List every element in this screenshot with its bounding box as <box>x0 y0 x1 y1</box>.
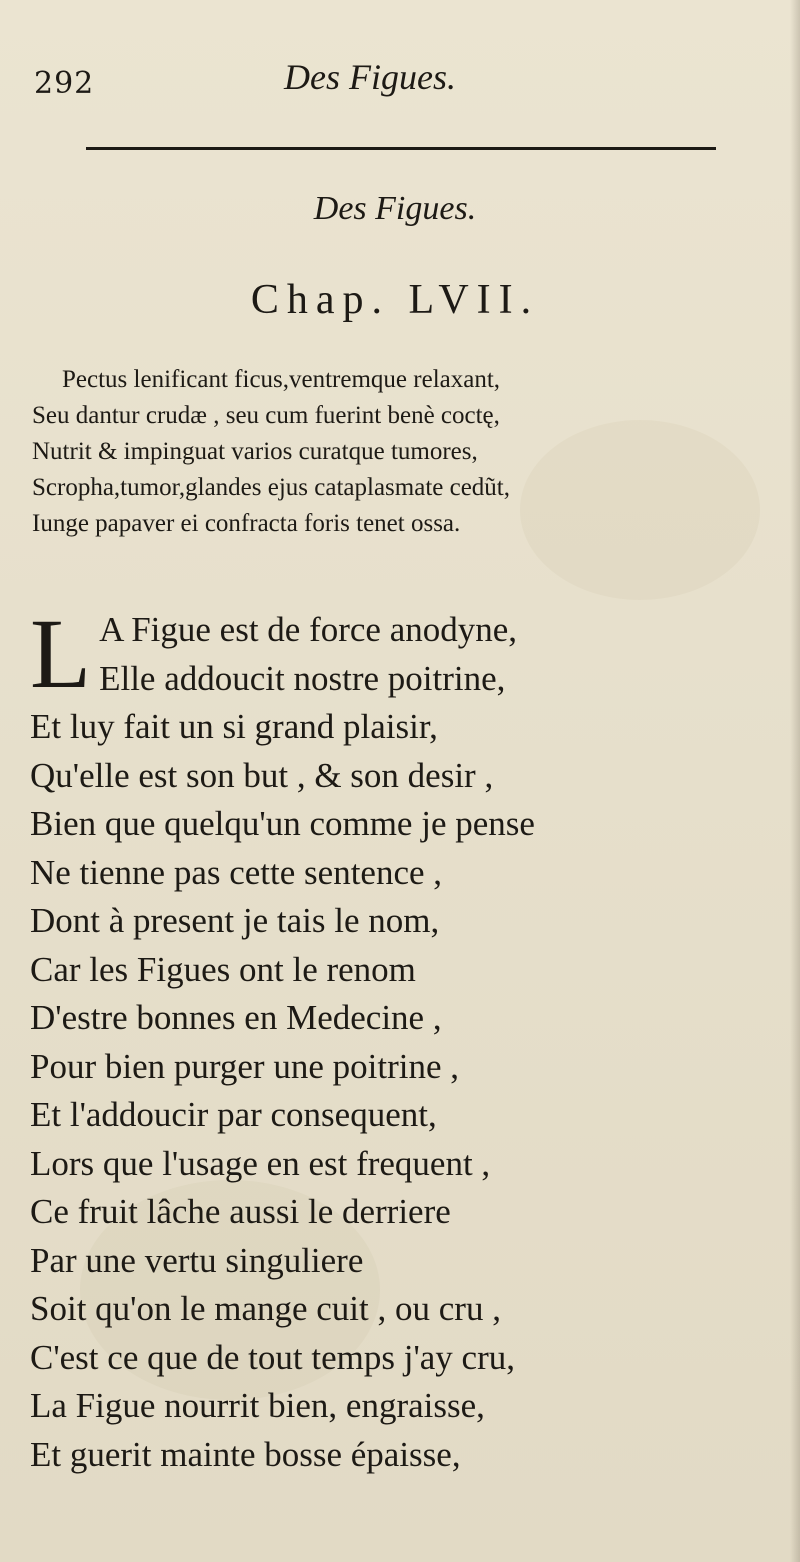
poem-line: D'estre bonnes en Medecine , <box>30 998 442 1037</box>
poem-line: Par une vertu singuliere <box>30 1240 364 1280</box>
chapter-heading: Chap. LVII. <box>250 277 540 323</box>
poem-line: Qu'elle est son but , & son desir , <box>30 755 494 795</box>
poem-line: Et luy fait un si grand plaisir, <box>30 707 438 746</box>
page-number: 292 <box>34 66 95 101</box>
poem-line: Soit qu'on le mange cuit , ou cru , <box>30 1289 501 1328</box>
latin-verse-line: Iunge papaver ei confracta foris tenet ossa. <box>32 510 461 537</box>
latin-verses <box>32 362 782 542</box>
header-rule <box>86 147 716 150</box>
poem-line: Dont à present je tais le nom, <box>30 901 440 940</box>
poem-line: A Figue est de force anodyne, <box>99 610 518 649</box>
drop-cap: L <box>30 598 92 709</box>
page-edge-shadow <box>790 0 800 1562</box>
running-head: Des Figues. <box>284 57 456 97</box>
latin-verse-line: Scropha,tumor,glandes ejus cataplasmate cedũt, <box>32 474 511 501</box>
poem-line: Ce fruit lâche aussi le derriere <box>30 1192 451 1231</box>
poem-line: Et l'addoucir par consequent, <box>30 1095 437 1134</box>
poem-line: Pour bien purger une poitrine , <box>30 1046 459 1086</box>
latin-verse-line: Pectus lenificant ficus,ventremque relaxant, <box>62 366 501 393</box>
french-poem <box>30 598 790 1479</box>
poem-line: Et guerit mainte bosse épaisse, <box>30 1434 461 1474</box>
poem-line: Lors que l'usage en est frequent , <box>30 1143 491 1183</box>
poem-line: Ne tienne pas cette sentence , <box>30 852 443 892</box>
poem-line: Car les Figues ont le renom <box>30 949 416 989</box>
latin-verse-line: Seu dantur crudæ , seu cum fuerint benè coctę, <box>32 402 500 429</box>
poem-line: C'est ce que de tout temps j'ay cru, <box>30 1337 515 1377</box>
poem-line: La Figue nourrit bien, engraisse, <box>30 1386 485 1425</box>
poem-line: Bien que quelqu'un comme je pense <box>30 804 535 843</box>
latin-verse-line: Nutrit & impinguat varios curatque tumores, <box>32 438 478 465</box>
poem-line: Elle addoucit nostre poitrine, <box>99 658 506 698</box>
section-title: Des Figues. <box>313 190 477 227</box>
